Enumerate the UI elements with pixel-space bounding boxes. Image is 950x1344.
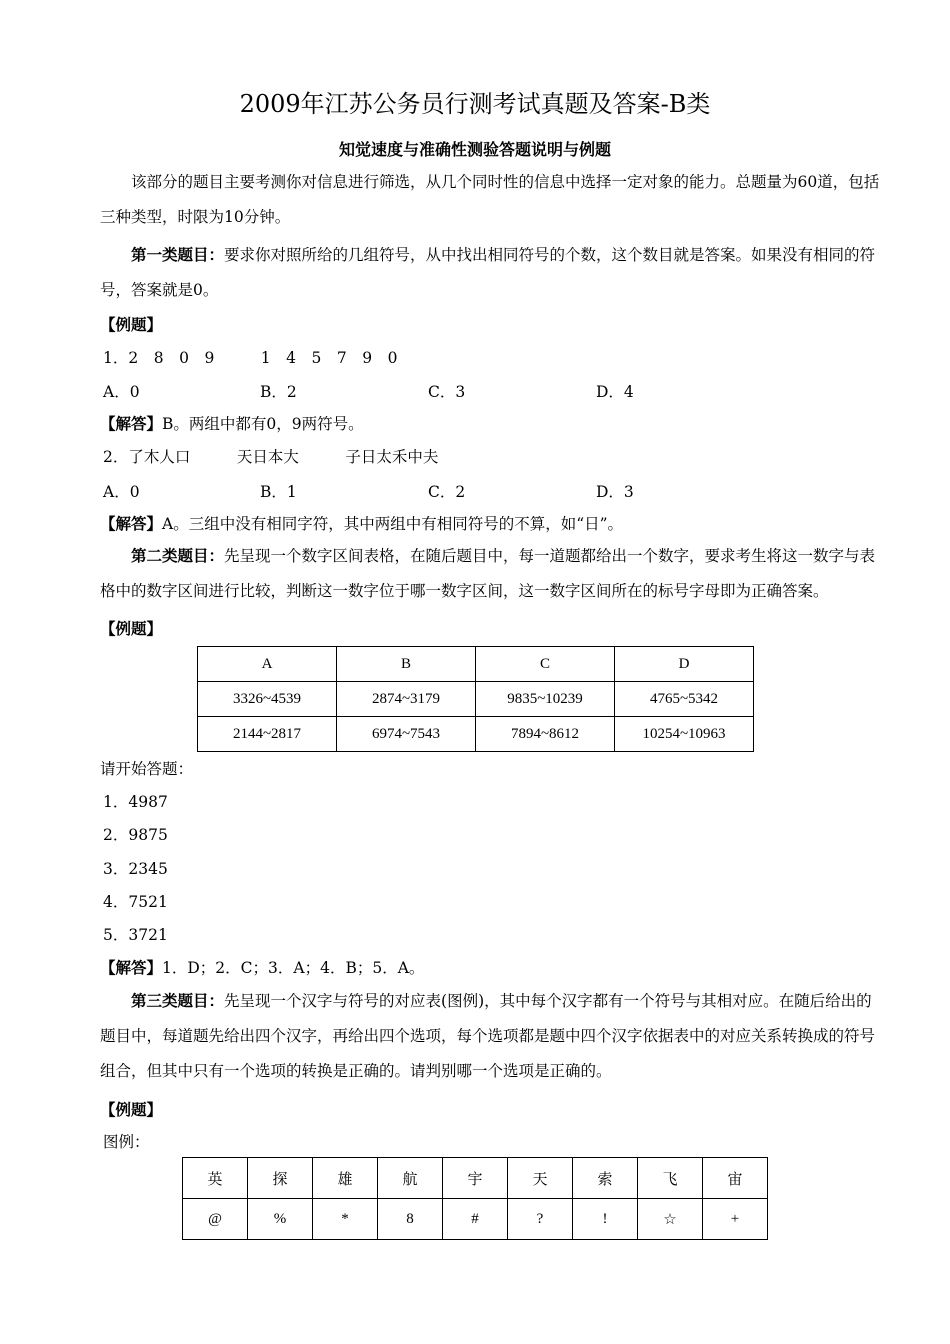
type1-paragraph [100,237,885,308]
interval-table-header-row [198,647,754,682]
type3-example-label: 【例题】 [100,1100,163,1119]
type2-answer-text: 1．D；2．C；3．A；4．B；5．A。 [162,959,425,977]
legend-symbol-cell: ! [573,1199,638,1240]
legend-symbol-cell: @ [183,1199,248,1240]
type1-answer1-label: 【解答】 [100,414,163,433]
type1-q2-option-c: C．2 [428,483,466,501]
document-title: 2009年江苏公务员行测考试真题及答案-B类 [239,90,711,118]
list-item: 1．4987 [103,793,168,811]
legend-char-cell: 探 [248,1158,313,1199]
type1-q1-option-b: B．2 [260,383,297,401]
interval-header-b: B [337,647,476,682]
legend-char-cell: 英 [183,1158,248,1199]
type1-q1-option-a: A．0 [103,383,140,401]
table-row [183,1158,768,1199]
type2-paragraph [100,538,885,609]
legend-char-cell: 索 [573,1158,638,1199]
interval-cell: 3326~4539 [198,682,337,717]
type2-example-label: 【例题】 [100,619,163,638]
type1-text: 要求你对照所给的几组符号，从中找出相同符号的个数，这个数目就是答案。如果没有相同的符号，答案就是0。 [100,246,876,299]
type2-label: 第二类题目： [131,546,225,565]
list-item: 4．7521 [103,893,168,911]
table-row [183,1199,768,1240]
type1-q2-option-a: A．0 [103,483,140,501]
interval-cell: 6974~7543 [337,717,476,752]
legend-symbol-cell: * [313,1199,378,1240]
type1-q1-stem: 1．2 8 0 9 1 4 5 7 9 0 [103,349,398,367]
type1-answer2-label: 【解答】 [100,514,163,533]
legend-char-cell: 飞 [638,1158,703,1199]
table-row [198,682,754,717]
type1-label: 第一类题目： [131,245,225,264]
legend-char-cell: 宙 [703,1158,768,1199]
list-item: 5．3721 [103,926,168,944]
intro-paragraph: 该部分的题目主要考测你对信息进行筛选，从几个同时性的信息中选择一定对象的能力。总题量为60道，包括三种类型，时限为10分钟。 [100,173,880,226]
interval-cell: 4765~5342 [615,682,754,717]
type1-answer2 [100,512,623,534]
legend-symbol-cell: % [248,1199,313,1240]
legend-label: 图例： [103,1133,150,1151]
type1-q1-option-c: C．3 [428,383,466,401]
type3-label: 第三类题目： [131,991,225,1010]
interval-cell: 9835~10239 [476,682,615,717]
type3-paragraph [100,983,885,1089]
type1-answer1 [100,412,364,434]
type2-answer [100,956,424,978]
symbol-legend-table [182,1157,768,1240]
type1-answer2-text: A。三组中没有相同字符，其中两组中有相同符号的不算，如“日”。 [162,515,624,533]
legend-symbol-cell: ☆ [638,1199,703,1240]
type1-answer1-text: B。两组中都有0，9两符号。 [162,415,364,433]
type1-q2-stem: 2．了木人口 天日本大 子日太禾中夫 [103,448,439,466]
type1-q1-option-d: D．4 [596,383,634,401]
legend-symbol-cell: # [443,1199,508,1240]
interval-cell: 7894~8612 [476,717,615,752]
interval-table [197,646,754,752]
legend-symbol-cell: + [703,1199,768,1240]
legend-symbol-cell: 8 [378,1199,443,1240]
legend-symbol-cell: ? [508,1199,573,1240]
list-item: 2．9875 [103,826,168,844]
list-item: 3．2345 [103,860,168,878]
section-subtitle: 知觉速度与准确性测验答题说明与例题 [338,140,611,159]
type1-q2-option-d: D．3 [596,483,634,501]
interval-header-c: C [476,647,615,682]
interval-cell: 2874~3179 [337,682,476,717]
interval-header-d: D [615,647,754,682]
legend-char-cell: 天 [508,1158,573,1199]
legend-char-cell: 航 [378,1158,443,1199]
type1-q2-option-b: B．1 [260,483,297,501]
type2-answer-label: 【解答】 [100,958,163,977]
interval-header-a: A [198,647,337,682]
table-row [198,717,754,752]
type3-text: 先呈现一个汉字与符号的对应表(图例)，其中每个汉字都有一个符号与其相对应。在随后给出的题目中，每道题先给出四个汉字，再给出四个选项，每个选项都是题中四个汉字依据表中的对应关系转换成的符号组合，但其中只有一个选项的转换是正确的。请判别哪一个选项是正确的。 [100,992,876,1080]
type1-example-label: 【例题】 [100,315,163,334]
interval-cell: 2144~2817 [198,717,337,752]
interval-cell: 10254~10963 [615,717,754,752]
start-answering-label: 请开始答题： [100,760,194,778]
legend-char-cell: 雄 [313,1158,378,1199]
type2-text: 先呈现一个数字区间表格，在随后题目中，每一道题都给出一个数字，要求考生将这一数字与表格中的数字区间进行比较，判断这一数字位于哪一数字区间，这一数字区间所在的标号字母即为正确答案。 [100,547,876,600]
legend-char-cell: 宇 [443,1158,508,1199]
